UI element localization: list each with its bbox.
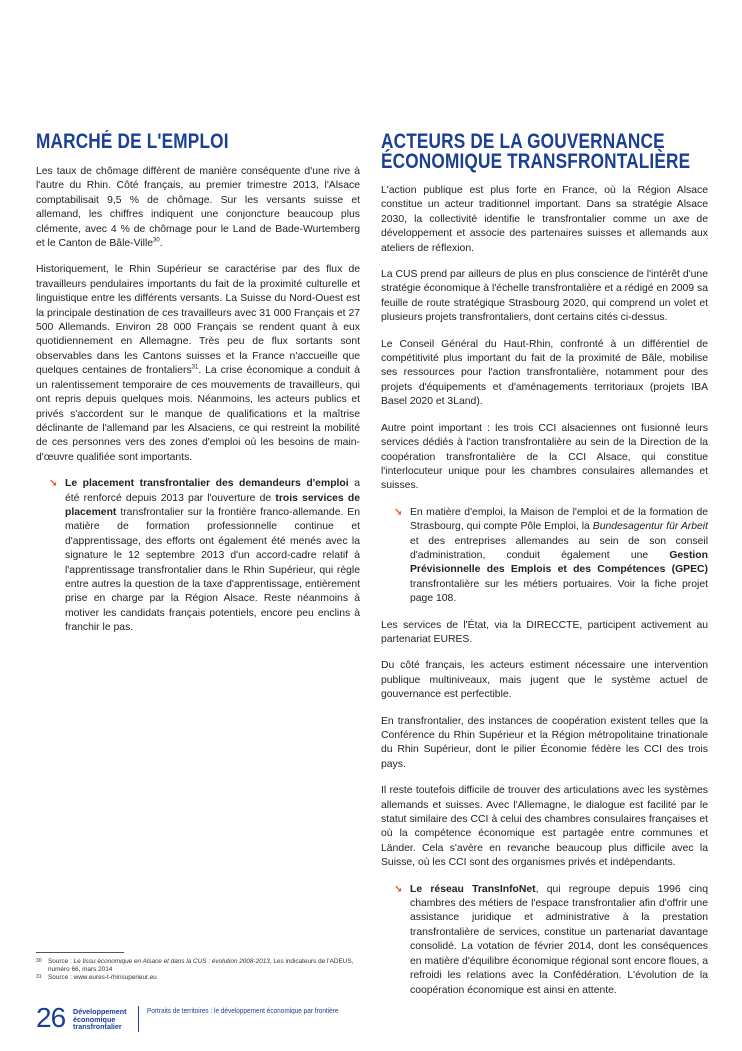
bullet-item: ↘ Le placement transfrontalier des demandeurs d'emploi a été renforcé depuis 2013 par l'ouverture de trois services de placement transfrontalier sur la frontière franco-allemande. En matière de formation professionnelle continue et d'apprentissage, des efforts ont également été menés avec la signature le 12 septembre 2013 d'un accord-cadre relatif à l'apprentissage transfrontalier dans le Rhin Supérieur, qui règle entre autres la question de la taxe d'apprentissage, entièrement prise en charge par la Région Alsace. Reste néanmoins à motiver les candidats français potentiels, encore peu enclins à franchir le pas.: [49, 478, 360, 634]
publication-title: Portraits de territoires : le développement économique par frontière: [147, 1006, 339, 1015]
footnote: 31 Source : www.eures-t-rhinsuperieur.eu: [36, 974, 157, 982]
bullet-item: ↘ Le réseau TransInfoNet, qui regroupe depuis 1996 cinq chambres des métiers de l'espace transfrontalier afin d'offrir une assistance juridique et administrative à la prestation transfrontalière de services, constitue un partenariat davantage consolidé. La votation de février 2014, dont les conséquences en matière d'équilibre économique régional sont encore floues, a refroidi les relations avec la Confédération. L'évolution de la coopération économique est ainsi en attente.: [394, 883, 708, 996]
paragraph: Historiquement, le Rhin Supérieur se caractérise par des flux de travailleurs pendulaires importants du fait de la proximité culturelle et linguistique entre les différents versants. La Suisse du Nord-Ouest est la principale destination de ces travailleurs avec 31 000 Français et 27 500 Allemands. Environ 28 000 Français se rendent quant à eux quotidiennement en Allemagne. Très peu de flux sortants sont observables dans les Cantons suisses et la France n'accueille que quelques centaines de frontaliers$^{31}$. La crise économique a conduit à un ralentissement temporaire de ces mouvements de travailleurs, qui ont repris depuis quelques mois. Néanmoins, les acteurs publics et privés s'accordent sur le manque de qualifications et la maîtrise déclinante de l'allemand par les Alsaciens, ce qui restreint la mobilité de ces personnes vers des zones d'emploi où les besoins de main-d'œuvre qualifiée sont importants.: [36, 264, 360, 463]
footnotes: [36, 952, 366, 983]
paragraph: Autre point important : les trois CCI alsaciennes ont fusionné leurs services dédiés à l'action transfrontalière au sein de la Direction de la coopération transfrontalière de la CCI Alsace, qui constitue l'interlocuteur unique pour les chambres consulaires allemandes et suisses.: [381, 422, 708, 492]
footnote-ref[interactable]: 30: [153, 237, 160, 244]
paragraph: En transfrontalier, des instances de coopération existent telles que la Conférence du Rhin Supérieur et la Région métropolitaine trinationale du Rhin Supérieur, dont le pilier Économie fédère les CCI des trois pays.: [381, 715, 708, 770]
page-footer: [36, 1002, 636, 1033]
paragraph: Du côté français, les acteurs estiment nécessaire une intervention publique multiniveaux, mais jugent que le système actuel de gouvernance est perfectible.: [381, 660, 708, 701]
arrow-down-right-icon: ↘: [394, 883, 403, 895]
left-column: [36, 132, 360, 648]
bullet-item: ↘ En matière d'emploi, la Maison de l'emploi et de la formation de Strasbourg, qui compte Pôle Emploi, la Bundesagentur für Arbeit et des entreprises allemandes au sein de son conseil d'administration, conduit également une Gestion Prévisionnelle des Emplois et des Compétences (GPEC) transfrontalière sur les métiers portuaires. Voir la fiche projet page 108.: [394, 506, 708, 605]
paragraph: L'action publique est plus forte en France, où la Région Alsace constitue un acteur traditionnel important. Dans sa stratégie Alsace 2030, la collectivité identifie le transfrontalier comme un axe de développement et associe des partenaires suisses et allemands aux ateliers de réflexion.: [381, 185, 708, 254]
paragraph: Le Conseil Général du Haut-Rhin, confronté à un différentiel de compétitivité plus important du fait de la proximité de Bâle, mobilise ses ressources pour l'action transfrontalière, notamment pour des projets d'équipements et d'aménagements territoriaux (projets IBA Basel 2020 et 3Land).: [381, 338, 708, 408]
brand-logo: Développement économique transfrontalier: [73, 1007, 127, 1032]
paragraph: Il reste toutefois difficile de trouver des articulations avec les systèmes allemands et suisses. Avec l'Allemagne, le dialogue est facilité par le statut similaire des CCI à celui des chambres consulaires françaises et où la compétence économique est partagée entre communes et Länder. Cela s'avère en revanche beaucoup plus difficile avec la Suisse, où les CCI sont des organismes privés et indépendants.: [381, 785, 708, 869]
section-title-acteurs-gouvernance: ACTEURS DE LA GOUVERNANCE ÉCONOMIQUE TRANSFRONTALIÈRE: [381, 130, 691, 173]
paragraph: Les taux de chômage diffèrent de manière conséquente d'une rive à l'autre du Rhin. Côté français, au premier trimestre 2013, l'Alsace comptabilisait 9,5 % de chômage. Sur les versants suisse et allemand, les chiffres indiquent une conjoncture beaucoup plus clémente, avec 4 % de chômage pour le Land de Bade-Wurtemberg et le Canton de Bâle-Ville$^{30}$.: [36, 166, 360, 250]
page-number: 26: [36, 1002, 66, 1033]
footnote-divider: [36, 952, 124, 953]
arrow-down-right-icon: ↘: [49, 478, 58, 490]
section-title-marche-emploi: MARCHÉ DE L'EMPLOI: [36, 130, 229, 153]
footnote: 30 Source : Le tissu économique en Alsace et dans la CUS : évolution 2008-2013, Les indicateurs de l'ADEUS, numéro 66, mars 2014: [36, 958, 354, 974]
paragraph: Les services de l'État, via la DIRECCTE, participent activement au partenariat EURES.: [381, 619, 708, 645]
right-column: [381, 132, 708, 1010]
arrow-down-right-icon: ↘: [394, 506, 403, 518]
footer-divider: [138, 1006, 139, 1032]
paragraph: La CUS prend par ailleurs de plus en plus conscience de l'intérêt d'une stratégie économique à l'échelle transfrontalière et a rédigé en 2009 sa feuille de route stratégique Strasbourg 2020, qui comprend un volet et plusieurs projets transfrontaliers, dont certains cités ci-dessus.: [381, 269, 708, 324]
footnote-ref[interactable]: 31: [191, 364, 199, 371]
